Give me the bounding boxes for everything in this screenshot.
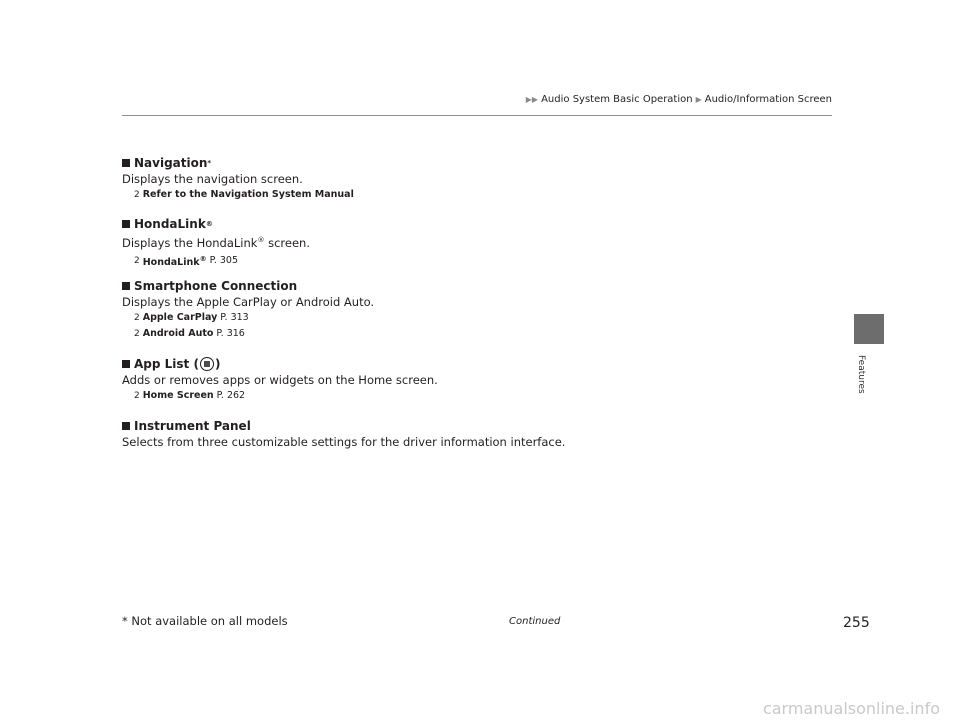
- section-instrument-panel: [122, 418, 565, 450]
- cross-reference-link[interactable]: [122, 388, 438, 404]
- footnote-mark: *: [207, 159, 212, 167]
- reference-title: Home Screen: [142, 390, 214, 401]
- header-divider: [122, 115, 832, 116]
- heading-text: Instrument Panel: [134, 419, 251, 433]
- registered-mark: ®: [257, 236, 265, 244]
- reference-title: Android Auto: [142, 328, 214, 339]
- reference-title: Apple CarPlay: [142, 312, 218, 323]
- chapter-tab-label: Features: [856, 355, 866, 394]
- section-description: Selects from three customizable settings for the driver information interface.: [122, 435, 566, 449]
- reference-arrow-icon: 2: [134, 313, 140, 323]
- heading-text: Navigation: [134, 156, 208, 170]
- cross-reference-link[interactable]: [122, 310, 374, 326]
- square-bullet-icon: [122, 360, 130, 368]
- section-description: Displays the Apple CarPlay or Android Auto.: [122, 295, 375, 309]
- square-bullet-icon: [122, 282, 130, 290]
- continued-label: Continued: [509, 616, 561, 627]
- section-heading: [122, 216, 310, 232]
- reference-title: Refer to the Navigation System Manual: [142, 189, 354, 200]
- reference-page: P. 262: [216, 390, 246, 401]
- reference-arrow-icon: 2: [134, 391, 140, 401]
- reference-page: P. 316: [216, 328, 245, 339]
- section-heading: [122, 418, 565, 434]
- reference-arrow-icon: 2: [134, 329, 140, 339]
- heading-text: App List (: [134, 357, 199, 371]
- square-bullet-icon: [122, 159, 130, 167]
- reference-arrow-icon: 2: [134, 190, 140, 200]
- section-description: [122, 232, 310, 251]
- breadcrumb-item-audio-system[interactable]: Audio System Basic Operation: [541, 94, 693, 105]
- registered-mark: ®: [205, 220, 213, 228]
- reference-title: [143, 251, 207, 271]
- description-text: Displays the HondaLink: [122, 235, 258, 250]
- section-description: Adds or removes apps or widgets on the Home screen.: [122, 373, 438, 387]
- description-text-end: screen.: [264, 235, 310, 250]
- section-heading: [122, 278, 374, 294]
- heading-text: HondaLink: [134, 217, 206, 231]
- breadcrumb-item-audio-information[interactable]: Audio/Information Screen: [704, 94, 832, 105]
- reference-title-text: HondaLink: [142, 256, 200, 268]
- square-bullet-icon: [122, 422, 130, 430]
- section-heading: [122, 155, 354, 171]
- app-list-icon: [200, 357, 214, 371]
- breadcrumb: [526, 94, 832, 105]
- heading-text: Smartphone Connection: [134, 279, 298, 293]
- square-bullet-icon: [122, 220, 130, 228]
- cross-reference-link[interactable]: [122, 251, 310, 271]
- reference-page: P. 313: [220, 312, 249, 323]
- footnote: * Not available on all models: [122, 614, 288, 628]
- cross-reference-link[interactable]: [122, 187, 354, 203]
- reference-page: P. 305: [209, 254, 238, 266]
- reference-arrow-icon: 2: [134, 255, 140, 266]
- section-description: Displays the navigation screen.: [122, 172, 303, 186]
- registered-mark: ®: [199, 254, 207, 263]
- section-navigation: [122, 155, 354, 203]
- page-number: 255: [843, 615, 870, 631]
- section-hondalink: [122, 216, 310, 271]
- section-heading: [122, 356, 438, 372]
- cross-reference-link[interactable]: [122, 326, 374, 342]
- section-app-list: [122, 356, 438, 404]
- heading-text-close: ): [214, 357, 221, 371]
- chapter-tab[interactable]: [854, 314, 884, 344]
- section-smartphone-connection: [122, 278, 374, 342]
- watermark: carmanualsonline.info: [762, 699, 940, 718]
- breadcrumb-arrows-icon: ▶▶: [525, 95, 539, 104]
- breadcrumb-separator-icon: ▶: [695, 95, 702, 104]
